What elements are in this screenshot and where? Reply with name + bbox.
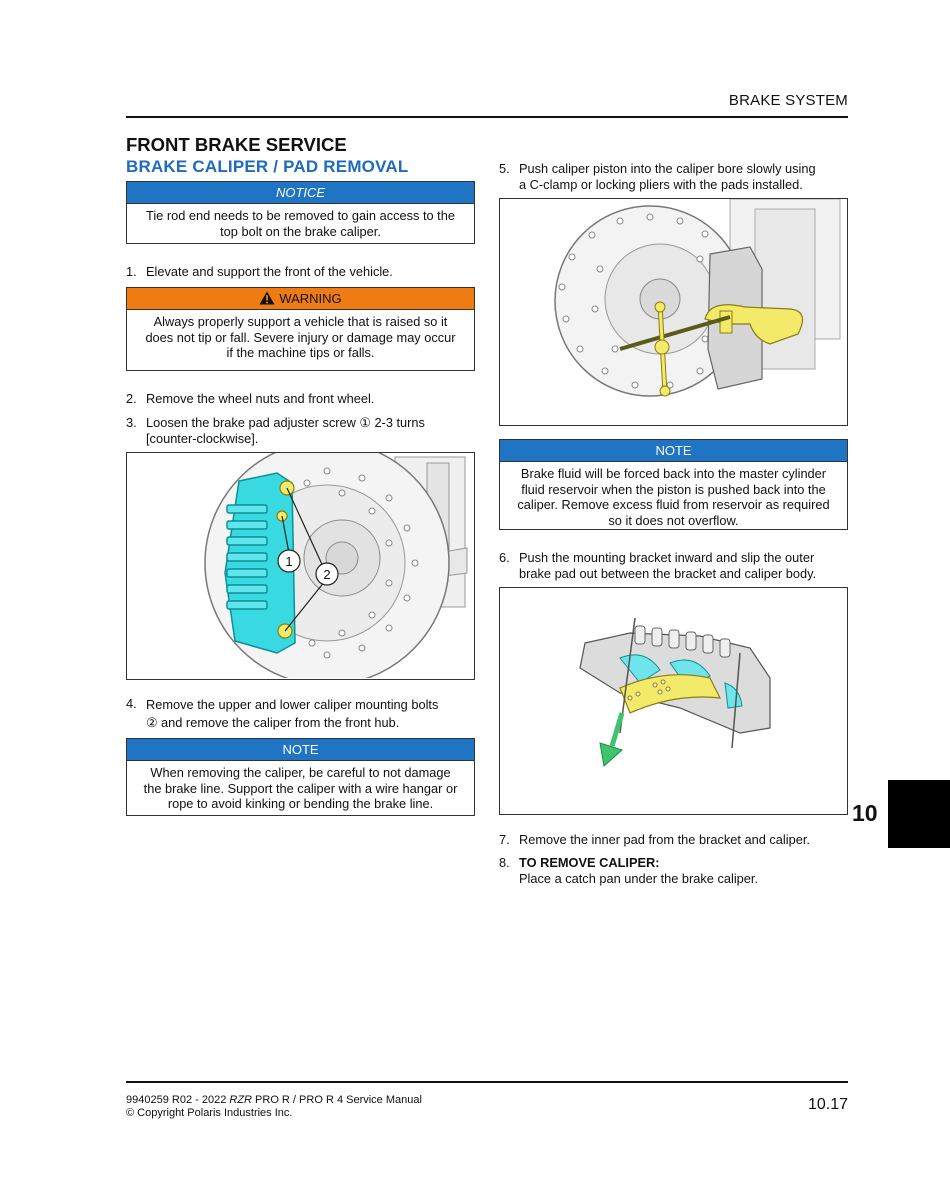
step-line: a C-clamp or locking pliers with the pads installed. xyxy=(519,177,803,192)
warning-line: Always properly support a vehicle that is raised so it xyxy=(153,314,448,329)
callout-2: 2 xyxy=(323,567,331,582)
callout-1: 1 xyxy=(285,554,293,569)
step-line: Loosen the brake pad adjuster screw ① 2-3 turns xyxy=(146,415,425,430)
step-6 xyxy=(499,550,848,582)
warning-triangle-icon xyxy=(259,291,275,305)
warning-box xyxy=(126,287,475,371)
step-number: 7. xyxy=(499,832,510,847)
step-1 xyxy=(126,264,475,280)
step-text: Elevate and support the front of the vehicle. xyxy=(146,264,393,279)
warning-header xyxy=(127,288,474,310)
step-text xyxy=(146,415,425,447)
chapter-number: 10 xyxy=(852,800,878,826)
pad-removal-illustration xyxy=(500,588,846,813)
step-line: Push the mounting bracket inward and slip the outer xyxy=(519,550,815,565)
warning-label: WARNING xyxy=(279,291,342,306)
note-line: When removing the caliper, be careful to not damage xyxy=(150,765,451,780)
notice-box xyxy=(126,181,475,244)
note-line: rope to avoid kinking or bending the brake line. xyxy=(167,796,434,812)
warning-text xyxy=(127,310,474,365)
caliper-illustration xyxy=(127,453,473,678)
chapter-tab xyxy=(888,780,950,848)
note-label: NOTE xyxy=(500,440,847,462)
step-text xyxy=(519,161,816,193)
section-header: BRAKE SYSTEM xyxy=(728,92,848,109)
notice-text xyxy=(127,204,474,243)
note-label: NOTE xyxy=(127,739,474,761)
step-line: ② and remove the caliper from the front hub. xyxy=(146,715,400,730)
footer-divider xyxy=(126,1081,848,1083)
notice-line: Tie rod end needs to be removed to gain access to the xyxy=(146,208,455,223)
step-number: 3. xyxy=(126,415,137,430)
step-text: Remove the inner pad from the bracket and caliper. xyxy=(519,832,810,847)
step-8 xyxy=(499,855,848,887)
page-subtitle: BRAKE CALIPER / PAD REMOVAL xyxy=(126,157,409,176)
page-title: FRONT BRAKE SERVICE xyxy=(126,134,347,155)
step-number: 6. xyxy=(499,550,510,565)
note-box-right xyxy=(499,439,848,530)
warning-line: if the machine tips or falls. xyxy=(226,345,375,361)
step-line: brake pad out between the bracket and caliper body. xyxy=(519,566,817,581)
note-line: Brake fluid will be forced back into the master cylinder xyxy=(520,466,827,481)
step-line: [counter-clockwise]. xyxy=(146,431,259,446)
step-text xyxy=(146,696,438,732)
step-number: 8. xyxy=(499,855,510,870)
step-line: Push caliper piston into the caliper bore slowly using xyxy=(519,161,816,176)
c-clamp-illustration xyxy=(500,199,846,424)
note-text xyxy=(127,761,474,816)
step-subheading: TO REMOVE CALIPER: xyxy=(519,855,660,870)
footer-doc-info xyxy=(126,1094,422,1119)
warning-line: does not tip or fall. Severe injury or damage may occur xyxy=(145,329,456,345)
note-box-left xyxy=(126,738,475,816)
step-line: Place a catch pan under the brake caliper. xyxy=(519,871,759,886)
step-text xyxy=(519,855,758,887)
step-line: Remove the upper and lower caliper mounting bolts xyxy=(146,697,439,712)
note-line: fluid reservoir when the piston is pushed back into the xyxy=(521,481,826,497)
note-line: so it does not overflow. xyxy=(608,512,739,528)
step-2 xyxy=(126,391,475,407)
figure-c-clamp xyxy=(499,198,848,426)
step-number: 2. xyxy=(126,391,137,406)
step-3 xyxy=(126,415,475,447)
footer-doc-prefix: 9940259 R02 - 2022 xyxy=(126,1094,230,1106)
notice-line: top bolt on the brake caliper. xyxy=(220,223,381,239)
figure-pad-removal xyxy=(499,587,848,815)
step-number: 5. xyxy=(499,161,510,176)
footer-doc-model: RZR xyxy=(229,1094,252,1106)
note-line: the brake line. Support the caliper with a wire hangar or xyxy=(143,780,458,796)
page-number: 10.17 xyxy=(807,1096,848,1113)
header-divider xyxy=(126,116,848,118)
step-number: 1. xyxy=(126,264,137,279)
footer-manual-title xyxy=(126,1094,422,1107)
step-text: Remove the wheel nuts and front wheel. xyxy=(146,391,375,406)
footer-doc-suffix: PRO R / PRO R 4 Service Manual xyxy=(251,1094,422,1106)
step-4 xyxy=(126,696,475,730)
footer-copyright: © Copyright Polaris Industries Inc. xyxy=(126,1106,293,1119)
figure-caliper-adjuster xyxy=(126,452,475,680)
note-line: caliper. Remove excess fluid from reservoir as required xyxy=(517,497,830,513)
step-5 xyxy=(499,161,848,193)
step-7 xyxy=(499,832,848,848)
notice-label: NOTICE xyxy=(127,182,474,204)
note-text xyxy=(500,462,847,532)
step-number: 4. xyxy=(126,696,137,711)
step-text xyxy=(519,550,816,582)
